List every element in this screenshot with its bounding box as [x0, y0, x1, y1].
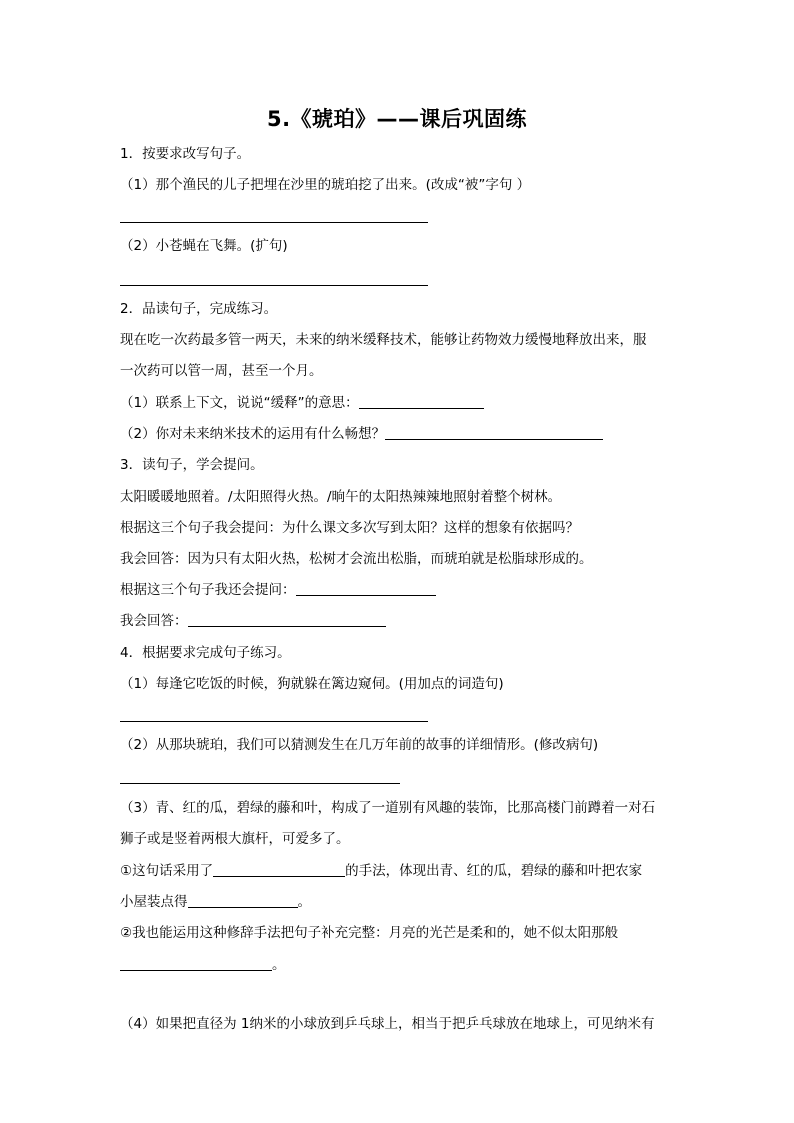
q4-sub1-end: 。: [297, 894, 311, 910]
q3-heading: 3．读句子，学会提问。: [120, 457, 264, 473]
q4-item4-line1: （4）如果把直径为 1纳米的小球放到乒乓球上，相当于把乒乓球放在地球上，可见纳米有: [120, 1016, 655, 1032]
q4-item2-answer-line[interactable]: [120, 783, 400, 784]
q2-passage-line2: 一次药可以管一周，甚至一个月。: [120, 363, 323, 379]
q4-heading: 4．根据要求完成句子练习。: [120, 645, 291, 661]
q4-item3-line1: （3）青、红的瓜，碧绿的藤和叶，构成了一道别有风趣的装饰，比那高楼门前蹲着一对石: [120, 800, 656, 816]
q2-heading: 2．品读句子，完成练习。: [120, 301, 278, 317]
q3-example-answer: 我会回答：因为只有太阳火热，松树才会流出松脂，而琥珀就是松脂球形成的。: [120, 551, 593, 567]
q4-sub1-blank2[interactable]: [188, 893, 298, 908]
q1-item1: （1）那个渔民的儿子把埋在沙里的琥珀挖了出来。(改成“被”字句 ）: [120, 177, 531, 193]
page-title: 5.《琥珀》——课后巩固练: [266, 107, 528, 131]
q4-sub2-line2: [120, 955, 286, 975]
q3-answer-prompt: 我会回答：: [120, 613, 188, 629]
q4-item1-answer-line[interactable]: [120, 721, 428, 722]
q1-item2-answer-line[interactable]: [120, 285, 428, 286]
q2-passage-line1: 现在吃一次药最多管一两天，未来的纳米缓释技术，能够让药物效力缓慢地释放出来，服: [120, 332, 647, 348]
q2-item2-blank[interactable]: [385, 425, 603, 440]
q2-item2: [120, 424, 603, 444]
q1-heading: 1．按要求改写句子。: [120, 146, 251, 162]
q3-sentences: 太阳暖暖地照着。/太阳照得火热。/晌午的太阳热辣辣地照射着整个树林。: [120, 489, 562, 505]
q3-answer: [120, 611, 386, 631]
q4-item2: （2）从那块琥珀，我们可以猜测发生在几万年前的故事的详细情形。(修改病句): [120, 737, 599, 753]
q4-sub1-part1: ①这句话采用了: [120, 863, 214, 879]
q1-item2: （2）小苍蝇在飞舞。(扩句): [120, 238, 288, 254]
q4-sub2-line1: ②我也能运用这种修辞手法把句子补充完整：月亮的光芒是柔和的，她不似太阳那般: [120, 925, 619, 941]
q3-ask: [120, 580, 436, 600]
q4-sub1-part2: 的手法，体现出青、红的瓜，碧绿的藤和叶把农家: [345, 863, 643, 879]
q2-item2-text: （2）你对未来纳米技术的运用有什么畅想？: [120, 426, 386, 442]
q3-answer-blank[interactable]: [188, 612, 386, 627]
q2-item1: [120, 393, 484, 413]
q2-item1-text: （1）联系上下文，说说“缓释”的意思：: [120, 395, 359, 411]
q3-ask-blank[interactable]: [296, 581, 436, 596]
q4-sub2-blank[interactable]: [120, 956, 272, 971]
q4-item3-line2: 狮子或是竖着两根大旗杆，可爱多了。: [120, 831, 350, 847]
q4-sub2-end: 。: [272, 957, 286, 973]
q4-sub1-line1: [120, 861, 642, 881]
q4-sub1-line2-text: 小屋装点得: [120, 894, 188, 910]
q4-sub1-blank1[interactable]: [213, 862, 345, 877]
q4-sub1-line2: [120, 892, 311, 912]
q1-item1-answer-line[interactable]: [120, 222, 428, 223]
q3-ask-prompt: 根据这三个句子我还会提问：: [120, 582, 296, 598]
q4-item1: （1）每逢它吃饭的时候，狗就躲在篱边窥伺。(用加点的词造句): [120, 676, 504, 692]
q3-example-question: 根据这三个句子我会提问：为什么课文多次写到太阳？这样的想象有依据吗？: [120, 520, 579, 536]
q2-item1-blank[interactable]: [359, 394, 484, 409]
